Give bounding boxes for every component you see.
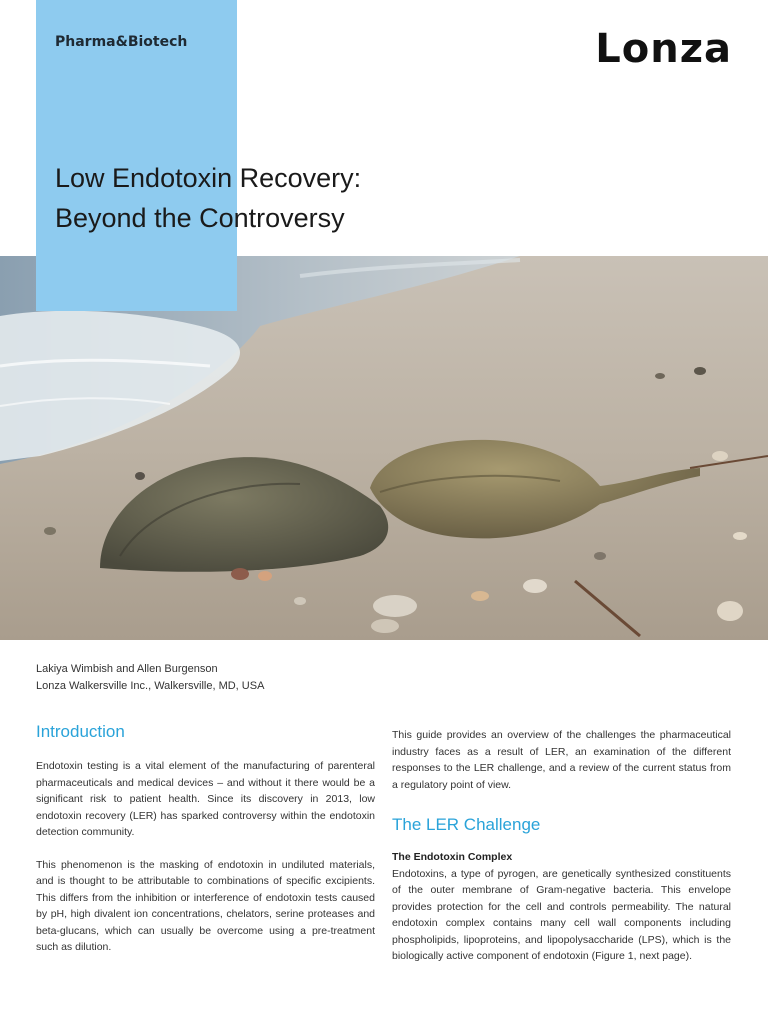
introduction-heading: Introduction: [36, 722, 125, 741]
ler-challenge-heading: The LER Challenge: [392, 815, 541, 834]
lonza-logo: Lonza: [595, 26, 732, 72]
guide-overview-paragraph: This guide provides an overview of the challenges the pharmaceutical industry faces as a result of LER, an examination of the different responses to the LER challenge, and a review of the current status from a regulatory point of view.: [392, 729, 731, 791]
right-column: [392, 727, 731, 981]
hero-photo: [0, 256, 768, 640]
endotoxin-complex-subheading: The Endotoxin Complex: [392, 851, 513, 863]
author-names: Lakiya Wimbish and Allen Burgenson: [36, 663, 218, 675]
title-line-2: Beyond the Controversy: [55, 203, 345, 233]
document-title: [55, 158, 361, 238]
intro-paragraph-2: This phenomenon is the masking of endotoxin in undiluted materials, and is thought to be attributable to combinations of specific excipients. This differs from the inhibition or interference of endotoxin tests caused by pH, high divalent ion concentrations, chelators, serine proteases and beta-glucans, which can usually be overcome using a pre-treatment such as dilution.: [36, 858, 375, 953]
header-accent-overlay: [36, 256, 237, 311]
brand-tag: Pharma&Biotech: [55, 34, 188, 50]
author-affiliation: Lonza Walkersville Inc., Walkersville, MD, USA: [36, 680, 265, 692]
endotoxin-complex-paragraph: Endotoxins, a type of pyrogen, are genetically synthesized constituents of the outer membrane of Gram-negative bacteria. This envelope provides protection for the cell and controls permeability. The natural endotoxin complex contains many cell wall components including phospholipids, lipoproteins, and lipopolysaccharide (LPS), which is the biologically active component of endotoxin (Figure 1, next page).: [392, 867, 731, 962]
left-column: [36, 720, 375, 972]
author-block: [36, 661, 264, 695]
title-line-1: Low Endotoxin Recovery:: [55, 163, 362, 193]
intro-paragraph-1: Endotoxin testing is a vital element of the manufacturing of parenteral pharmaceuticals and medical devices – and without it there would be a significant risk to patient health. Since its discovery in 2013, low endotoxin recovery (LER) has sparked controversy within the endotoxin detection community.: [36, 760, 375, 838]
